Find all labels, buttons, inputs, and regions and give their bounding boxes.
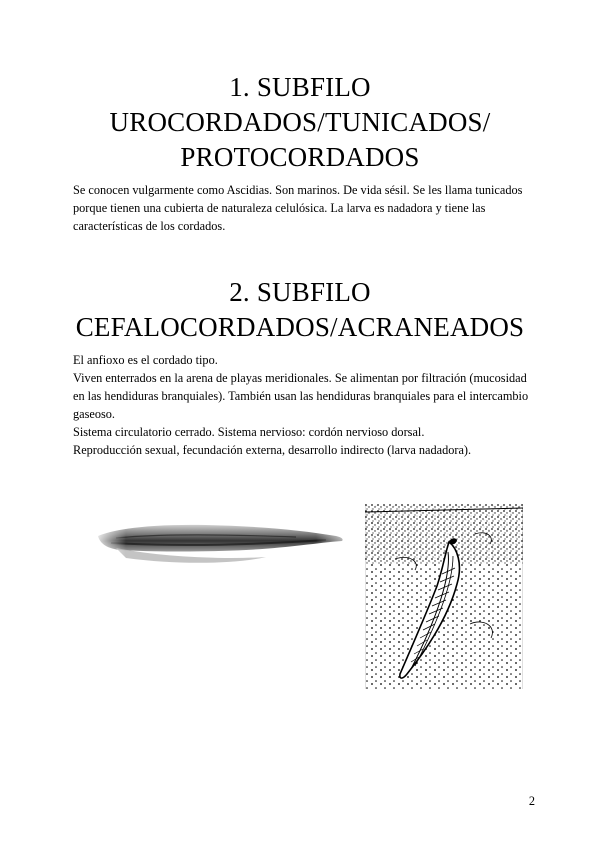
page-number: 2 — [528, 794, 535, 808]
section1-title-line: UROCORDADOS/TUNICADOS/ — [109, 107, 491, 137]
section2-line: El anfioxo es el cordado tipo. — [73, 353, 218, 367]
section1-title-line: 1. SUBFILO — [229, 72, 371, 102]
amphioxus-photo-icon — [96, 510, 346, 575]
section2-line: Sistema circulatorio cerrado. Sistema nervioso: cordón nervioso dorsal. — [73, 425, 425, 439]
section1-title — [60, 70, 540, 175]
section1-title-line: PROTOCORDADOS — [180, 142, 420, 172]
section2-line: Reproducción sexual, fecundación externa, desarrollo indirecto (larva nadadora). — [73, 443, 472, 457]
section2-title — [60, 275, 540, 345]
amphioxus-in-sand-drawing-icon — [365, 504, 523, 689]
section2-line: Viven enterrados en la arena de playas meridionales. Se alimentan por filtración (mucosidad en las hendiduras branquiales). También usan las hendiduras branquiales para el intercambio gaseoso. — [73, 371, 529, 421]
section2-title-line: 2. SUBFILO — [229, 277, 371, 307]
section1-paragraph: Se conocen vulgarmente como Ascidias. Son marinos. De vida sésil. Se les llama tunicados porque tienen una cubierta de naturaleza celulósica. La larva es nadadora y tiene las características de los cordados. — [73, 183, 523, 233]
section2-paragraph — [73, 351, 533, 459]
section2-title-line: CEFALOCORDADOS/ACRANEADOS — [75, 312, 525, 342]
